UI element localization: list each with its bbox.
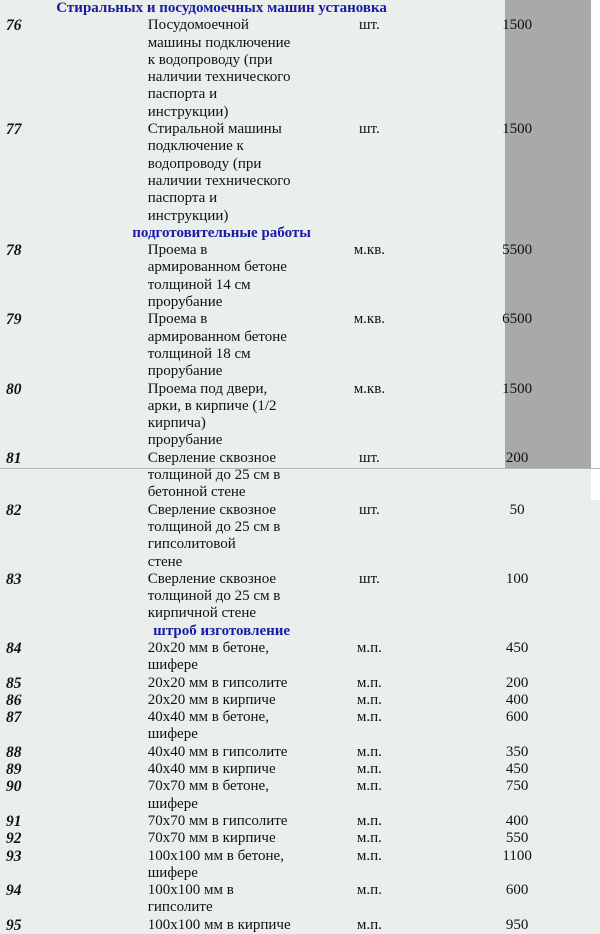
item-number: 78 [6, 242, 22, 260]
item-description-line: 100х100 мм в гипсолите [147, 882, 234, 916]
item-description-line: Проема в армированном бетоне толщиной 14 см прорубание [147, 242, 287, 311]
item-number: 92 [6, 830, 22, 848]
item-price: 600 [505, 882, 529, 899]
item-description-line: 70х70 мм в гипсолите [147, 812, 288, 829]
item-description [148, 744, 296, 761]
item-description [148, 882, 296, 917]
table-row [0, 709, 591, 744]
item-description-line: 100х100 мм в кирпиче [147, 916, 291, 933]
section-price-spacer [443, 0, 591, 17]
item-description-line: 100х100 мм в бетоне, шифере [147, 847, 284, 881]
item-description [148, 450, 296, 502]
item-description-line: стене [147, 553, 183, 570]
item-price: 400 [505, 691, 529, 708]
item-price: 1100 [502, 847, 532, 864]
item-price: 450 [505, 761, 529, 778]
item-price: 400 [505, 812, 529, 829]
item-description [148, 502, 296, 571]
item-description-line: 20х20 мм в гипсолите [147, 674, 288, 691]
table-row [0, 917, 591, 934]
item-description [148, 17, 296, 121]
item-description [148, 848, 296, 883]
section-title: подготовительные работы [132, 224, 311, 241]
item-unit: м.п. [356, 916, 382, 933]
item-unit: м.п. [356, 847, 382, 864]
item-unit: м.п. [356, 761, 382, 778]
table-row [0, 848, 591, 883]
table-row [0, 778, 591, 813]
item-description [148, 640, 296, 675]
item-description-line: Сверление сквозное толщиной до 25 см в кирпичной стене [147, 570, 281, 622]
item-description [148, 761, 296, 778]
item-unit: м.п. [356, 830, 382, 847]
item-unit: м.п. [356, 709, 382, 726]
item-description [148, 917, 296, 934]
table-row [0, 17, 591, 121]
item-number: 88 [6, 743, 22, 761]
item-unit: шт. [359, 501, 380, 518]
item-price: 750 [505, 778, 529, 795]
item-unit: м.кв. [353, 380, 386, 397]
item-price: 1500 [502, 17, 533, 34]
item-price: 200 [505, 449, 529, 466]
item-number: 85 [6, 674, 22, 692]
table-row [0, 571, 591, 623]
table-row [0, 121, 591, 225]
item-number: 94 [6, 882, 22, 900]
section-title: штроб изготовление [153, 622, 291, 639]
item-price: 950 [505, 916, 529, 933]
item-unit: м.п. [356, 674, 382, 691]
item-number: 82 [6, 501, 22, 519]
table-row [0, 761, 591, 778]
item-price: 5500 [502, 242, 533, 259]
item-number: 91 [6, 812, 22, 830]
item-unit: м.п. [356, 639, 382, 656]
item-price: 600 [505, 709, 529, 726]
item-unit: м.п. [356, 691, 382, 708]
item-unit: м.кв. [353, 311, 386, 328]
item-description [148, 121, 296, 225]
table-row [0, 640, 591, 675]
item-number: 81 [6, 449, 22, 467]
item-description [148, 830, 296, 847]
item-number: 80 [6, 380, 22, 398]
item-price: 6500 [502, 311, 533, 328]
table-row [0, 675, 591, 692]
item-number: 95 [6, 916, 22, 934]
item-number: 79 [6, 311, 22, 329]
item-description-line: 40х40 мм в гипсолите [147, 743, 288, 760]
table-row [0, 813, 591, 830]
item-description [148, 675, 296, 692]
table-row [0, 311, 591, 380]
table-row [0, 242, 591, 311]
item-description-line: Посудомоечной машины подключение к водопроводу (при [147, 17, 291, 68]
item-description-line: 20х20 мм в бетоне, шифере [147, 639, 269, 674]
item-unit: м.кв. [353, 242, 386, 259]
section-header [0, 225, 591, 242]
item-unit: м.п. [356, 812, 382, 829]
table-row [0, 381, 591, 450]
item-description-line: 40х40 мм в кирпиче [147, 761, 276, 778]
item-number: 86 [6, 691, 22, 709]
table-row [0, 692, 591, 709]
right-margin-strip [591, 0, 600, 500]
item-description [148, 709, 296, 744]
item-description [148, 242, 296, 311]
item-unit: м.п. [356, 743, 382, 760]
item-unit: шт. [359, 17, 380, 34]
table-row [0, 830, 591, 847]
item-price: 50 [509, 501, 525, 518]
item-price: 100 [505, 570, 529, 587]
table-row [0, 502, 591, 571]
table-row [0, 882, 591, 917]
item-description-line: 70х70 мм в бетоне, шифере [147, 778, 269, 812]
item-price: 450 [505, 639, 529, 656]
item-number: 84 [6, 639, 22, 657]
item-price: 550 [505, 830, 529, 847]
item-description-line: Проема в армированном бетоне толщиной 18 см прорубание [147, 311, 287, 380]
item-number: 89 [6, 761, 22, 779]
item-description-line: Проема под двери, арки, в кирпиче (1/2 кирпича) [147, 380, 277, 432]
item-description [148, 813, 296, 830]
section-title: Стиральных и посудомоечных машин установка [56, 0, 387, 16]
item-price: 350 [505, 743, 529, 760]
item-number: 76 [6, 17, 22, 35]
item-number: 87 [6, 709, 22, 727]
item-unit: м.п. [356, 882, 382, 899]
table-row [0, 450, 591, 502]
item-unit: шт. [359, 121, 380, 138]
item-price: 1500 [502, 380, 533, 397]
table-row [0, 744, 591, 761]
item-description [148, 692, 296, 709]
item-description-line: прорубание [147, 432, 223, 449]
item-number: 77 [6, 121, 22, 139]
item-description-line: 40х40 мм в бетоне, шифере [147, 709, 269, 743]
item-description-line: наличии технического паспорта и инструкции) [147, 69, 291, 120]
item-number: 83 [6, 570, 22, 588]
item-price: 200 [505, 674, 529, 691]
item-number: 93 [6, 847, 22, 865]
item-description [148, 311, 296, 380]
item-description-line: 70х70 мм в кирпиче [147, 830, 276, 847]
item-number: 90 [6, 778, 22, 796]
item-description [148, 778, 296, 813]
item-description-line: 20х20 мм в кирпиче [147, 691, 276, 708]
section-header [0, 623, 591, 640]
item-unit: шт. [359, 570, 380, 587]
item-unit: м.п. [356, 778, 382, 795]
item-unit: шт. [359, 449, 380, 466]
item-description-line: Сверление сквозное толщиной до 25 см в гипсолитовой [147, 501, 281, 553]
item-description-line: наличии технического паспорта и инструкции) [147, 172, 291, 224]
item-price: 1500 [502, 121, 533, 138]
section-price-spacer [443, 623, 591, 640]
section-price-spacer [443, 225, 591, 242]
section-header [0, 0, 591, 17]
item-description [148, 381, 296, 450]
item-description-line: Стиральной машины подключение к водопроводу (при [147, 121, 282, 172]
item-description [148, 571, 296, 623]
item-description-line: Сверление сквозное толщиной до 25 см в бетонной стене [147, 449, 281, 501]
